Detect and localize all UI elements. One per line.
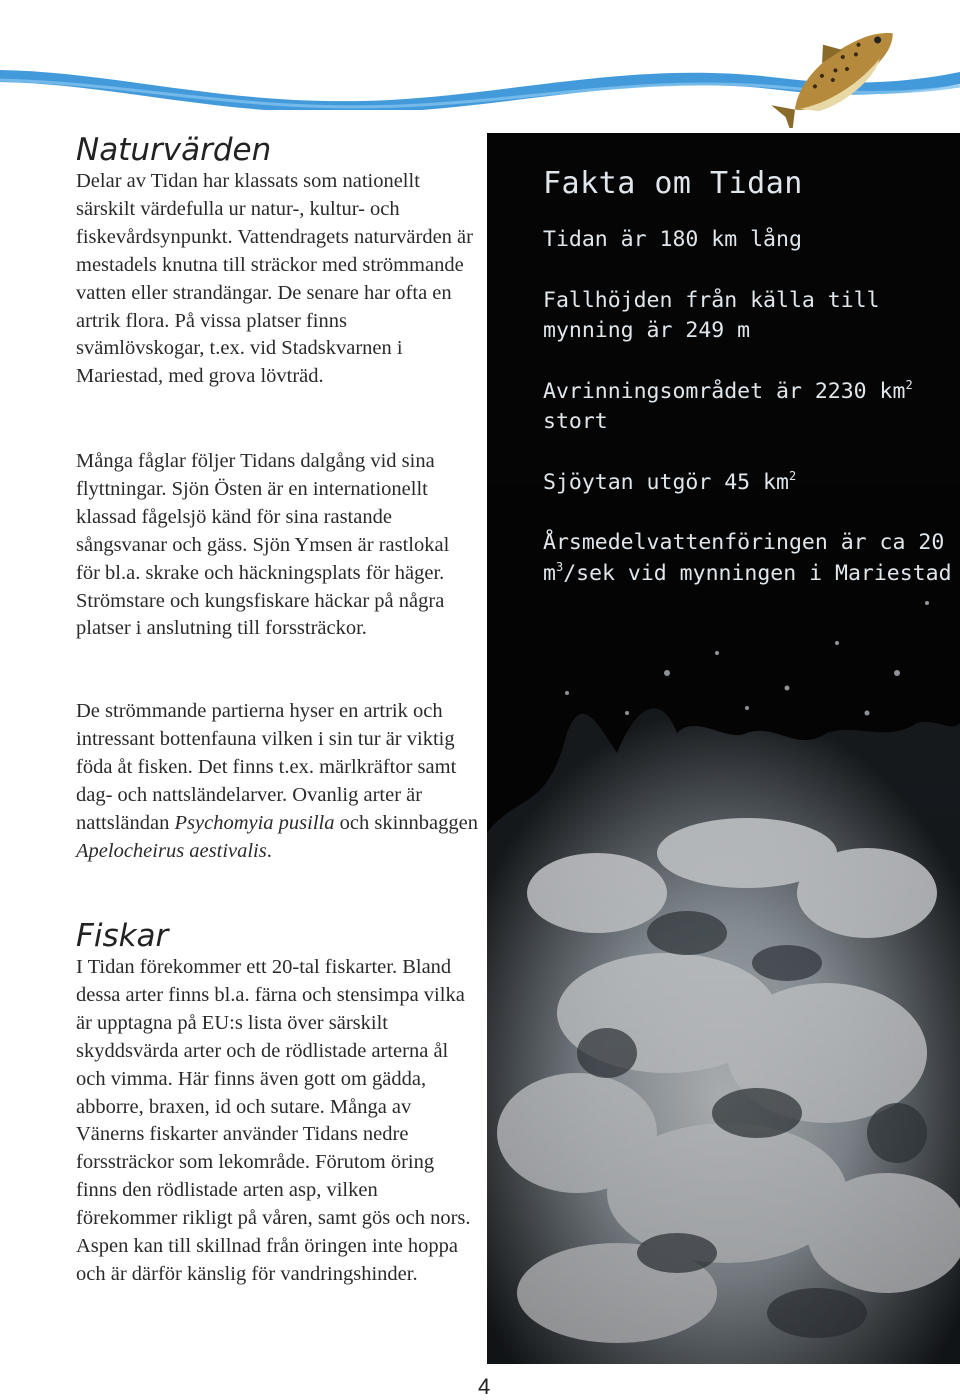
superscript-3: 3 [555,559,564,574]
fact-catchment-area [543,377,953,438]
fact-flow-suffix: /sek vid mynningen i Mariestad [563,560,952,586]
fact-catchment-text: Avrinningsområdet är 2230 km [543,378,906,404]
superscript-2: 2 [788,468,797,483]
fiskar-paragraph: I Tidan förekommer ett 20-tal fiskarter. Bland dessa arter finns bl.a. färna och stensimpa vilka är upptagna på EU:s lista över särskilt skyddsvärda arter och de rödlistade arterna ål och vimma. Här finns även gott om gädda, abborre, braxen, id och sutare. Många av Vänerns fiskarter använder Tidans nedre forssträckor som lekområde. Förutom öring finns den rödlistade arten asp, vilken förekommer rikligt på våren, samt gös och nors. Aspen kan till skillnad från öringen inte hoppa och är därför känslig för vandringshinder. [76,956,471,1285]
bottenfauna-text-3: . [266,839,272,862]
species-name-apelocheirus: Apelocheirus aestivalis [76,839,267,862]
naturvarden-paragraph-3 [76,698,486,865]
bottenfauna-text-1: De strömmande partierna hyser en artrik och intressant bottenfauna vilken i sin tur är viktig föda åt fisken. Det finns t.ex. märlkräftor samt dag- och nattsländelarver. Ovanlig arter är nattsländan [76,700,457,834]
naturvarden-paragraph-2: Många fåglar följer Tidans dalgång vid sina flyttningar. Sjön Östen är en internationellt klassad fågelsjö känd för sina rastande sångsvanar och gäss. Sjön Ymsen är rastlokal för bl.a. skrake och häckningsplats för häger. Strömstare och kungsfiskare häckar på några platser i anslutning till forssträckor. [76,450,450,640]
species-name-psychomyia: Psychomyia pusilla [174,811,335,834]
facts-box [543,166,953,619]
bottenfauna-text-2: och skinnbaggen [334,811,478,834]
fact-flow-text: Årsmedelvattenföringen är ca 20 m [543,530,945,586]
facts-title: Fakta om Tidan [543,166,803,201]
superscript-2: 2 [905,377,913,392]
naturvarden-paragraph-1: Delar av Tidan har klassats som nationellt särskilt värdefulla ur natur-, kultur- och fiskevårdsynpunkt. Vattendragets naturvärden är mestadels knutna till sträckor med strömmande vatten eller strandängar. De senare har ofta en artrik flora. På vissa platser finns svämlövskogar, t.ex. vid Stadskvarnen i Mariestad, med grova lövträd. [76,170,473,388]
fact-catchment-suffix: stort [543,409,608,434]
fact-length: Tidan är 180 km lång [543,227,802,252]
fact-annual-flow [543,528,953,589]
fact-lake-area [543,468,953,499]
section-heading-naturvarden: Naturvärden [76,132,272,168]
page-number: 4 [478,1374,491,1399]
trout-illustration [770,8,920,128]
section-heading-fiskar: Fiskar [76,918,169,954]
fact-lake-text: Sjöytan utgör 45 km [543,469,789,495]
fact-fall-height: Fallhöjden från källa till mynning är 249 m [543,287,880,343]
